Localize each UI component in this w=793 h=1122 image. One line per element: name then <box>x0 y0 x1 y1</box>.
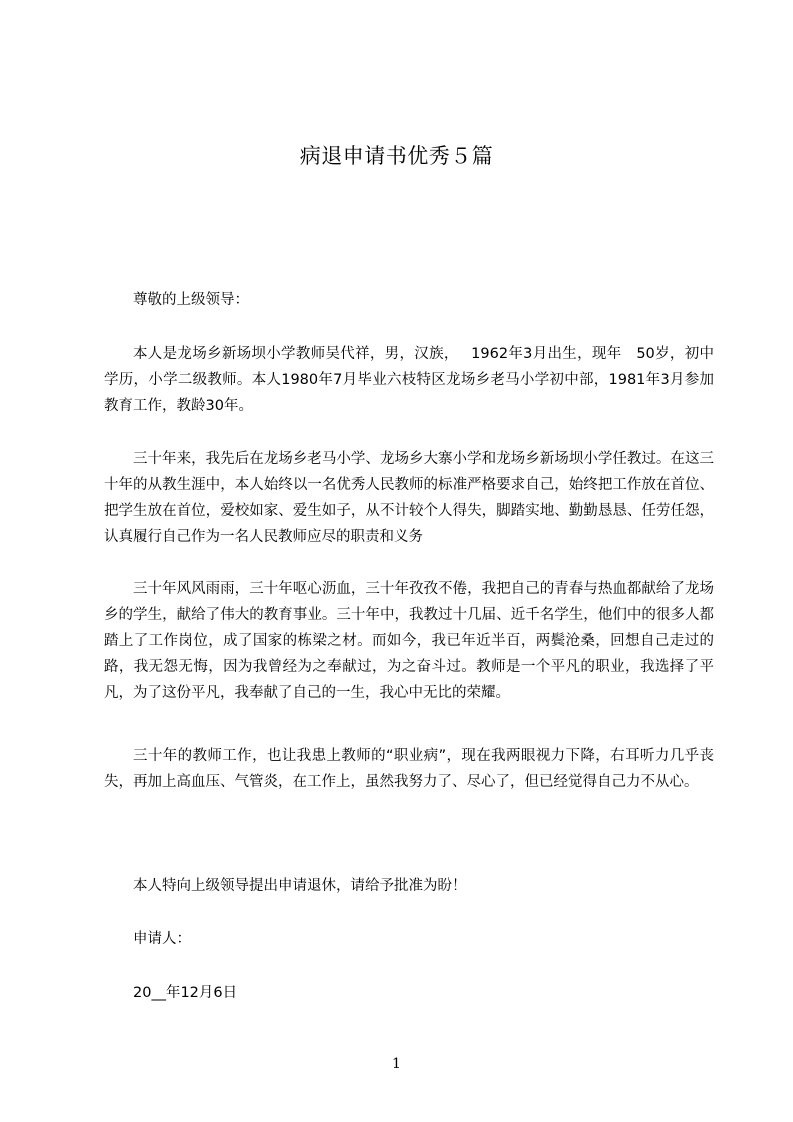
paragraph-3: 三十年风风雨雨，三十年呕心沥血，三十年孜孜不倦，我把自己的青春与热血都献给了龙场乡的学生，献给了伟大的教育事业。三十年中，我教过十几届、近千名学生，他们中的很多人都踏上了工作岗位，成了国家的栋梁之材。而如今，我已年近半百，两鬓沧桑，回想自己走过的路，我无怨无悔，因为我曾经为之奉献过，为之奋斗过。教师是一个平凡的职业，我选择了平凡，为了这份平凡，我奉献了自己的一生，我心中无比的荣耀。 <box>104 581 714 701</box>
request-sentence: 本人特向上级领导提出申请退休，请给予批准为盼！ <box>133 878 467 894</box>
page-number: 1 <box>392 1056 401 1072</box>
date-line: 20__年12月6日 <box>133 985 238 1001</box>
paragraph-1: 本人是龙场乡新场坝小学教师吴代祥，男，汉族， 1962年3月出生，现年 50岁，初中学历，小学二级教师。本人1980年7月毕业六枝特区龙场乡老马小学初中部，1981年3月参加教育工作，教龄30年。 <box>104 346 714 414</box>
document-title: 病退申请书优秀５篇 <box>299 144 494 168</box>
paragraph-4: 三十年的教师工作，也让我患上教师的“职业病”，现在我两眼视力下降，右耳听力几乎丧失，再加上高血压、气管炎，在工作上，虽然我努力了、尽心了，但已经觉得自己力不从心。 <box>104 748 714 790</box>
salutation: 尊敬的上级领导： <box>133 292 249 308</box>
paragraph-2: 三十年来，我先后在龙场乡老马小学、龙场乡大寨小学和龙场乡新场坝小学任教过。在这三十年的从教生涯中，本人始终以一名优秀人民教师的标准严格要求自己，始终把工作放在首位、把学生放在首位，爱校如家、爱生如子，从不计较个人得失，脚踏实地、勤勤恳恳、任劳任怨，认真履行自己作为一名人民教师应尽的职责和义务 <box>104 451 714 545</box>
applicant-label: 申请人： <box>133 931 191 947</box>
